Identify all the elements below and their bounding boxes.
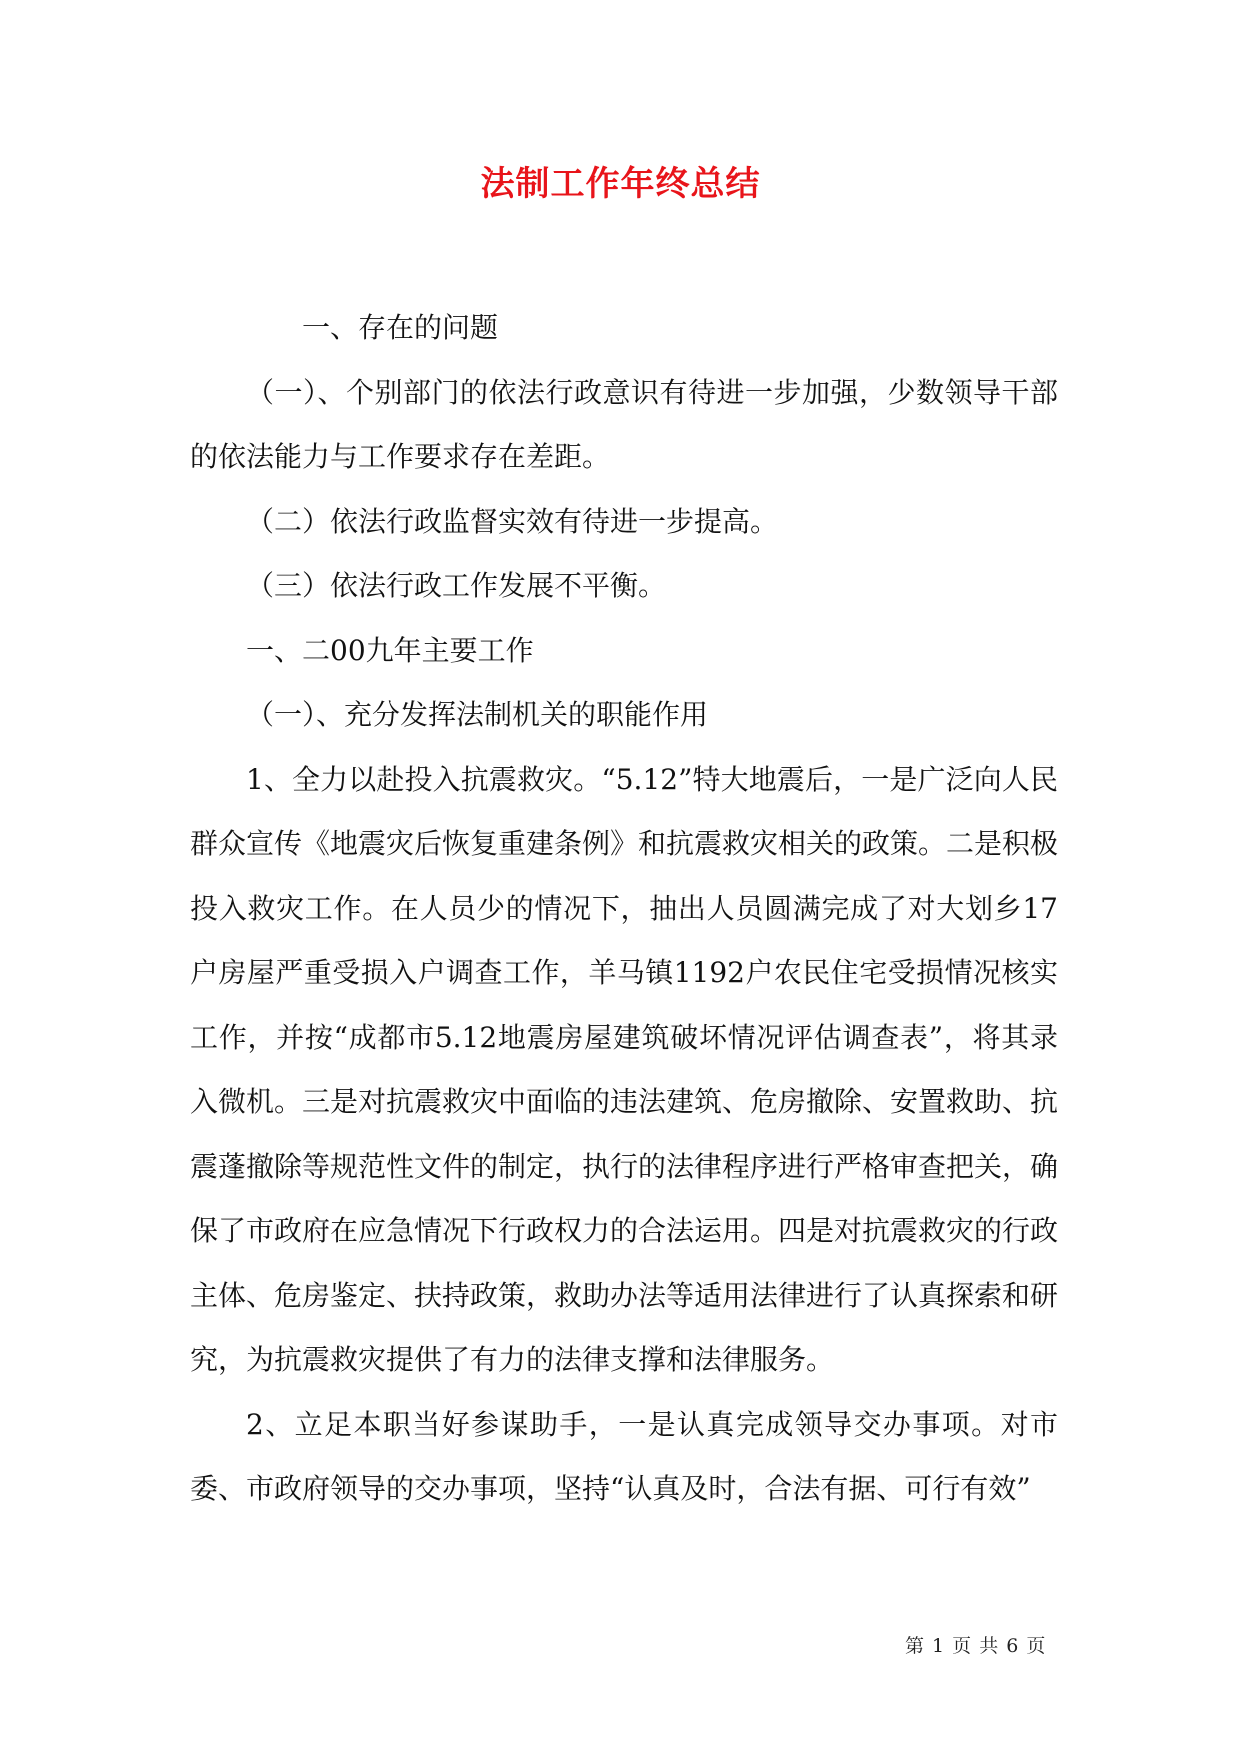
section-heading-problems: 一、存在的问题 [302,311,499,344]
document-title: 法制工作年终总结 [480,164,761,204]
paragraph-problem-2: （二）依法行政监督实效有待进一步提高。 [246,504,779,538]
subsection-heading-functions: （一）、充分发挥法制机关的职能作用 [246,698,709,731]
page-number-footer: 第 1 页 共 6 页 [905,1635,1047,1657]
paragraph-earthquake-relief: 1、全力以赴投入抗震救灾。“5.12”特大地震后，一是广泛向人民群众宣传《地震灾后恢复重建条例》和抗震救灾相关的政策。二是积极投入救灾工作。在人员少的情况下，抽出人员圆满完成了对大划乡17户房屋严重受损入户调查工作，羊马镇1192户农民住宅受损情况核实工作，并按“成都市5.12地震房屋建筑破坏情况评估调查表”，将其录入微机。三是对抗震救灾中面临的违法建筑、危房撤除、安置救助、抗震蓬撤除等规范性文件的制定，执行的法律程序进行严格审查把关，确保了市政府在应急情况下行政权力的合法运用。四是对抗震救灾的行政主体、危房鉴定、扶持政策，救助办法等适用法律进行了认真探索和研究，为抗震救灾提供了有力的法律支撑和法律服务。 [190,762,1059,1376]
paragraph-advisor-role: 2、立足本职当好参谋助手，一是认真完成领导交办事项。对市委、市政府领导的交办事项，坚持“认真及时，合法有据、可行有效” [190,1407,1058,1505]
document-body [190,296,1058,1522]
paragraph-problem-1: （一）、个别部门的依法行政意识有待进一步加强，少数领导干部的依法能力与工作要求存在差距。 [190,375,1058,473]
section-heading-main-work: 一、二00九年主要工作 [246,633,534,667]
paragraph-problem-3: （三）依法行政工作发展不平衡。 [246,569,667,602]
